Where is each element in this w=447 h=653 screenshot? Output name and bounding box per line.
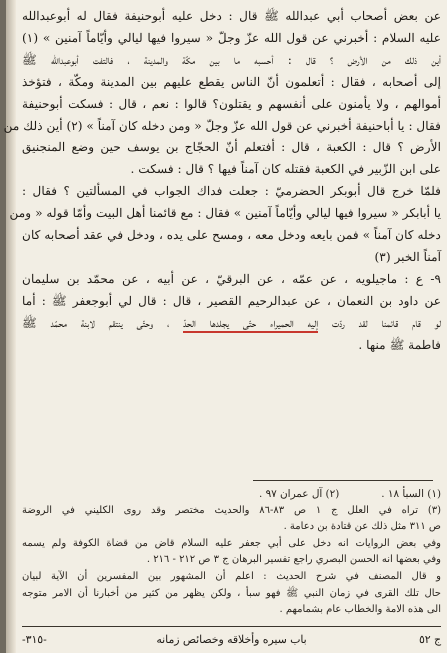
footnote-separator [253, 480, 433, 481]
footnote-line: الى هذه الامة والخطاب عام بشمامهم . [279, 604, 441, 616]
footnotes [22, 486, 441, 619]
text-line: الأرض ؟ قال : الكعبة ، قال : أفتعلم أنّ الحجّاج بن يوسف حين وضع المنجنيق [22, 140, 441, 155]
footnote-line: وفي بعض الروايات انه دخل على أبي جعفر عليه السلام قاض من قضاة الكوفة ولم يسمه [22, 537, 441, 549]
text-line: عليه السلام : أخبرني عن قول الله عزّ وجلّ « سيروا فيها ليالي وأيّاماً آمنين » (١) [22, 30, 441, 45]
hadith-line-underlined: لو قام قائمنا لقد ردّت إليه الحميراء حتّى يجلدها الحدّ ، وحتّى ينتقم لابنة محمّد ﷺ [22, 313, 441, 335]
hadith-line: ٩- ع : ماجيلويه ، عن عمّه ، عن البرقيّ ، عن أبيه ، عن محمّد بن سليمان [22, 271, 441, 286]
underlined-phrase: إليه الحميراء حتّى يجلدها الحدّ [183, 316, 318, 333]
footnote-line: حال تلك القرى في زمان النبي ﷺ فهو سبأ ، ولكن يظهر من كثير من أخبارنا أن الامر متوجه [22, 587, 441, 599]
footnote-line: و قال المصنف في شرح الحديث : اعلم أن المشهور بين المفسرين أن الآية لبيان [22, 570, 441, 582]
footnote-ref-2: (٢) آل عمران ٩٧ . [258, 488, 340, 500]
running-title: باب سيره وأخلاقه وخصائص زمانه [156, 632, 307, 646]
hadith-line: فاطمة ﷺ منها . [358, 337, 441, 352]
main-text [3, 6, 441, 357]
text-line: على ابن الزّبير في الكعبة فقتله كان آمناً فيها ؟ قال : فسكت . [130, 162, 441, 177]
footnote-line: وفي بعضها انه الحسن البصري راجع تفسير البرهان ج ٣ ص ٢١٢ - ٢١٦ . [146, 554, 441, 566]
page-footer [22, 629, 441, 649]
text-line: أموالهم ، ولا يأمنون على أنفسهم و يقتلون؟ قالوا : نعم ، قال : فسكت أبوحنيفة [22, 96, 441, 111]
text-line: أين ذلك من الأرض ؟ قال : أحسبه ما بين مكّة والمدينة ، فالتفت أبوعبدالله ﷺ [22, 52, 441, 67]
footnote-line: ص ٣١١ مثل ذلك عن قتادة بن دعامة . [283, 521, 441, 533]
page-binding-shadow [6, 0, 16, 653]
footnote-refs [22, 486, 441, 503]
footer-rule [22, 626, 441, 627]
hadith-line: عن داود بن النعمان ، عن عبدالرحيم القصير ، قال : قال لي أبوجعفر ﷺ : أما [22, 293, 441, 308]
text-line: عن بعض أصحاب أبي عبدالله ﷺ قال : دخل عليه أبوحنيفة فقال له أبوعبدالله [22, 9, 441, 23]
volume-number: ج ٥٢ [418, 632, 441, 646]
text-line: إلى أصحابه ، فقال : أتعلمون أنّ الناس يقطع عليهم بين المدينة ومكّة ، فتؤخذ [22, 74, 441, 89]
page-number: -٣١٥- [22, 632, 47, 646]
text-line: دخله كان آمناً » فمن بايعه ودخل معه ، ومسح على يده ، ودخل في عقد أصحابه كان [22, 228, 441, 243]
text-line: يا أبابكر « سيروا فيها ليالي وأيّاماً آمنين » فقال : مع قائمنا أهل البيت وأمّا قوله « ومن [9, 206, 441, 221]
text-line: فلمّا خرج قال أبوبكر الحضرميّ : جعلت فداك الجواب في المسألتين ؟ فقال : [22, 184, 441, 199]
text-line: آمناً الخبر (٣) [374, 249, 441, 264]
footnote-ref-1: (١) السبأ ١٨ . [381, 488, 441, 500]
text-line: فقال : يا أباحنيفة أخبرني عن قول الله عزّ وجلّ « ومن دخله كان آمناً » (٢) أين ذلك من [3, 118, 441, 133]
footnote-line: (٣) تراه في العلل ج ١ ص ٨٣-٨٦ والحديث مختصر وقد روى الكليني في الروضة [22, 504, 442, 516]
